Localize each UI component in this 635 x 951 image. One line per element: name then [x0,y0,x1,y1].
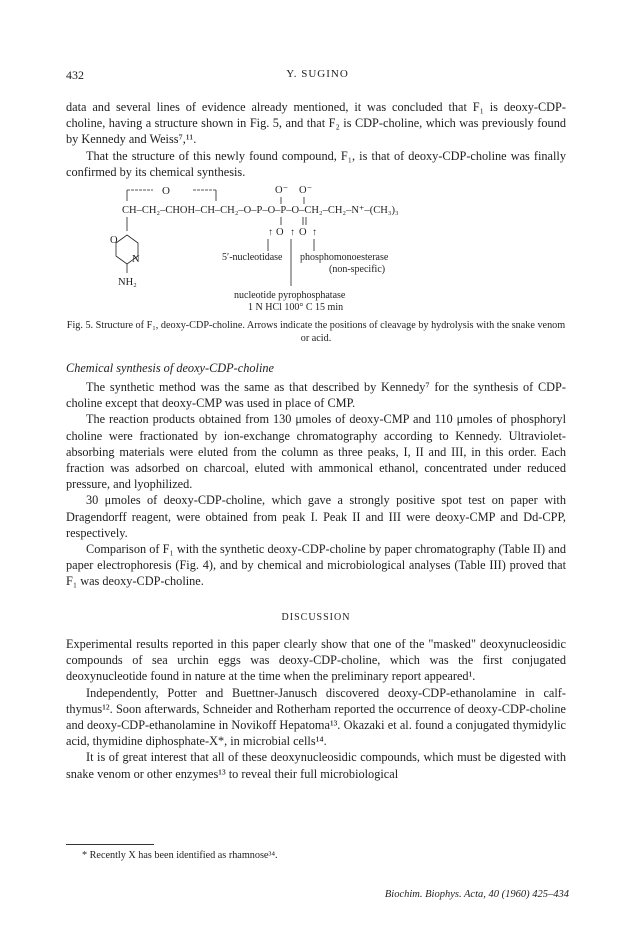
base-oxygen-label: O [110,235,118,246]
ring-oxygen-label: O [162,185,170,197]
enzyme-label-nucleotidase: 5′-nucleotidase [222,252,283,263]
running-header [66,68,569,84]
structure-figure [110,183,498,313]
o-minus-label-1: O⁻ [275,185,289,196]
enzyme-note-nonspecific: (non-specific) [329,264,386,275]
section-heading-synthesis: Chemical synthesis of deoxy-CDP-choline [66,361,274,375]
intro-paragraph-1: data and several lines of evidence already mentioned, it was concluded that F₁ is deoxy-CDP-choline, having a structure shown in Fig. 5, and that F₂ is CDP-choline, which was previously found by Kennedy and Weiss⁷,¹¹. [66,100,566,147]
o-double-label-1: O [276,227,284,238]
synthesis-paragraph-3: 30 μmoles of deoxy-CDP-choline, which gave a strongly positive spot test on paper with Dragendorff reagent, were obtained from peak I. Peak II and III were deoxy-CMP and Dd-CPP, respectively. [66,493,566,540]
o-double-label-2: O [299,227,307,238]
base-nitrogen-label: N [132,254,140,265]
running-author: Y. SUGINO [286,68,349,80]
discussion-paragraph-1: Experimental results reported in this paper clearly show that one of the "masked" deoxynucleosidic compounds of sea urchin eggs was deoxy-CDP-choline, which was the first conjugated deoxynucleotide found in nature at the time when the preliminary report appeared¹. [66,637,566,684]
footnote: * Recently X has been identified as rhamnose³⁴. [82,850,278,861]
footnote-rule [66,844,154,845]
synthesis-paragraph-2: The reaction products obtained from 130 μmoles of deoxy-CMP and 110 μmoles of phosphoryl choline were fractionated by ion-exchange chromatography according to Kennedy. Ultraviolet-absorbing materials were eluted from the column as three peaks, I, II and III, in this order. Each fraction was adsorbed on charcoal, eluted with ammonical ethanol, concentrated under reduced pressure, and lyophilized. [66,412,566,492]
main-chain-formula: CH–CH₂–CHOH–CH–CH₂–O–P–O–P–O–CH₂–CH₂–N⁺–(CH₃)₃ [122,205,399,216]
intro-text [66,99,566,180]
acid-condition-label: 1 N HCl 100° C 15 min [248,302,344,313]
synthesis-paragraph-1: The synthetic method was the same as that described by Kennedy⁷ for the synthesis of CDP-choline except that deoxy-CMP was used in place of CMP. [66,380,566,411]
amino-group-label: NH₂ [118,277,137,288]
journal-citation: Biochim. Biophys. Acta, 40 (1960) 425–434 [384,889,569,900]
intro-paragraph-2: That the structure of this newly found compound, F₁, is that of deoxy-CDP-choline was finally confirmed by its chemical synthesis. [66,148,566,179]
discussion-text [66,636,566,782]
discussion-paragraph-2: Independently, Potter and Buettner-Janusch discovered deoxy-CDP-ethanolamine in calf-thymus¹². Soon afterwards, Schneider and Rotherham reported the occurrence of deoxy-CDP-choline and deoxy-CDP-ethanolamine in Novikoff Hepatoma¹³. Okazaki et al. found a conjugated thymidylic acid, thymidine diphosphate-X*, in microbial cells¹⁴. [66,685,566,749]
synthesis-text [66,379,566,590]
structure-diagram [110,183,498,313]
cleavage-arrow-3: ↑ [312,227,317,238]
synthesis-paragraph-4: Comparison of F₁ with the synthetic deoxy-CDP-choline by paper chromatography (Table II) and paper electrophoresis (Fig. 4), and by chemical and microbiological analyses (Table III) proved that F₁ was deoxy-CDP-choline. [66,542,566,589]
o-minus-label-2: O⁻ [299,185,313,196]
enzyme-label-phosphomonoesterase: phosphomonoesterase [300,252,389,263]
section-heading-discussion: DISCUSSION [281,612,351,623]
cleavage-arrow-1: ↑ [268,227,273,238]
page-number: 432 [66,68,84,82]
enzyme-label-pyrophosphatase: nucleotide pyrophosphatase [234,290,346,301]
discussion-paragraph-3: It is of great interest that all of these deoxynucleosidic compounds, which must be digested with snake venom or other enzymes¹³ to reveal their full microbiological [66,750,566,781]
figure-caption: Fig. 5. Structure of F₁, deoxy-CDP-choline. Arrows indicate the positions of cleavage by hydrolysis with the snake venom or acid. [66,320,566,344]
cleavage-arrow-2: ↑ [290,227,295,238]
